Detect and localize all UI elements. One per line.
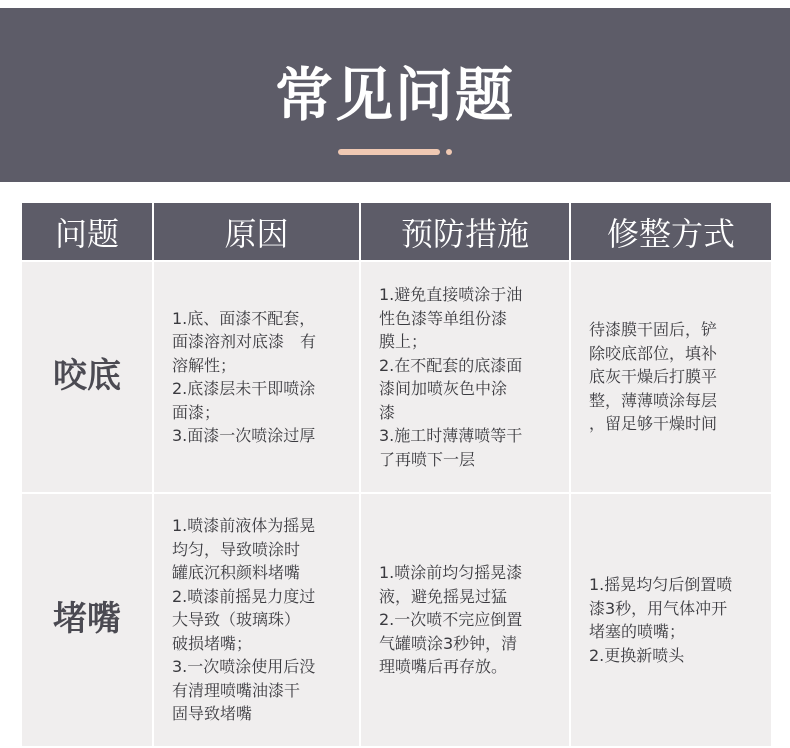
fix-line: 1.摇晃均匀后倒置喷	[589, 575, 733, 594]
cause-line: 有清理喷嘴油漆干	[172, 680, 301, 700]
header-fix: 修整方式	[570, 203, 771, 261]
problem-cell: 咬底	[22, 261, 153, 493]
cause-line: 面漆溶剂对底漆 有	[172, 332, 317, 351]
prevention-line: 理喷嘴后再存放。	[379, 657, 508, 677]
fix-line: 除咬底部位，填补	[589, 343, 718, 363]
prevention-line: 2.一次喷不完应倒置	[379, 610, 523, 630]
fix-cell	[570, 493, 771, 746]
title-banner	[0, 8, 790, 182]
cause-line: 溶解性；	[172, 355, 237, 375]
cause-line: 大导致（玻璃珠）	[172, 610, 301, 630]
title-dot-decoration	[446, 149, 452, 155]
faq-table	[22, 203, 771, 746]
prevention-line: 了再喷下一层	[379, 449, 476, 469]
prevention-cell	[360, 493, 570, 746]
cause-line: 均匀，导致喷涂时	[172, 539, 301, 559]
prevention-line: 漆间加喷灰色中涂	[379, 379, 508, 398]
prevention-line: 2.在不配套的底漆面	[379, 355, 523, 375]
page-title: 常见问题	[274, 61, 515, 129]
table-row	[22, 493, 771, 746]
prevention-line: 液，避免摇晃过猛	[379, 586, 508, 606]
table-header-row	[22, 203, 771, 261]
cause-line: 3.一次喷涂使用后没	[172, 657, 316, 677]
fix-line: 2.更换新喷头	[589, 645, 685, 665]
cause-line: 1.底、面漆不配套，	[172, 308, 316, 328]
title-underline-decoration	[338, 149, 440, 155]
prevention-line: 1.避免直接喷涂于油	[379, 285, 523, 304]
cause-line: 1.喷漆前液体为摇晃	[172, 516, 316, 536]
cause-line: 2.底漆层未干即喷涂	[172, 379, 316, 398]
problem-cell: 堵嘴	[22, 493, 153, 746]
prevention-line: 1.喷涂前均匀摇晃漆	[379, 563, 523, 583]
cause-cell	[153, 261, 360, 493]
prevention-line: 膜上；	[379, 332, 428, 351]
prevention-line: 3.施工时薄薄喷等干	[379, 426, 523, 445]
header-cause: 原因	[153, 203, 360, 261]
cause-line: 面漆；	[172, 402, 221, 422]
fix-line: 待漆膜干固后，铲	[589, 320, 718, 340]
cause-line: 罐底沉积颜料堵嘴	[172, 563, 301, 583]
table-row	[22, 261, 771, 493]
fix-cell	[570, 261, 771, 493]
cause-line: 3.面漆一次喷涂过厚	[172, 426, 316, 445]
fix-line: ，留足够干燥时间	[589, 414, 718, 434]
cause-cell	[153, 493, 360, 746]
header-problem: 问题	[22, 203, 153, 261]
fix-line: 漆3秒，用气体冲开	[589, 598, 728, 618]
header-prevention: 预防措施	[360, 203, 570, 261]
fix-line: 整，薄薄喷涂每层	[589, 390, 718, 410]
prevention-line: 气罐喷涂3秒钟，清	[379, 633, 518, 653]
fix-line: 底灰干燥后打膜平	[589, 367, 718, 387]
fix-line: 堵塞的喷嘴；	[589, 622, 686, 641]
cause-line: 2.喷漆前摇晃力度过	[172, 586, 316, 606]
prevention-line: 性色漆等单组份漆	[379, 308, 508, 328]
prevention-line: 漆	[379, 402, 396, 422]
prevention-cell	[360, 261, 570, 493]
cause-line: 破损堵嘴；	[172, 633, 253, 653]
cause-line: 固导致堵嘴	[172, 704, 253, 724]
